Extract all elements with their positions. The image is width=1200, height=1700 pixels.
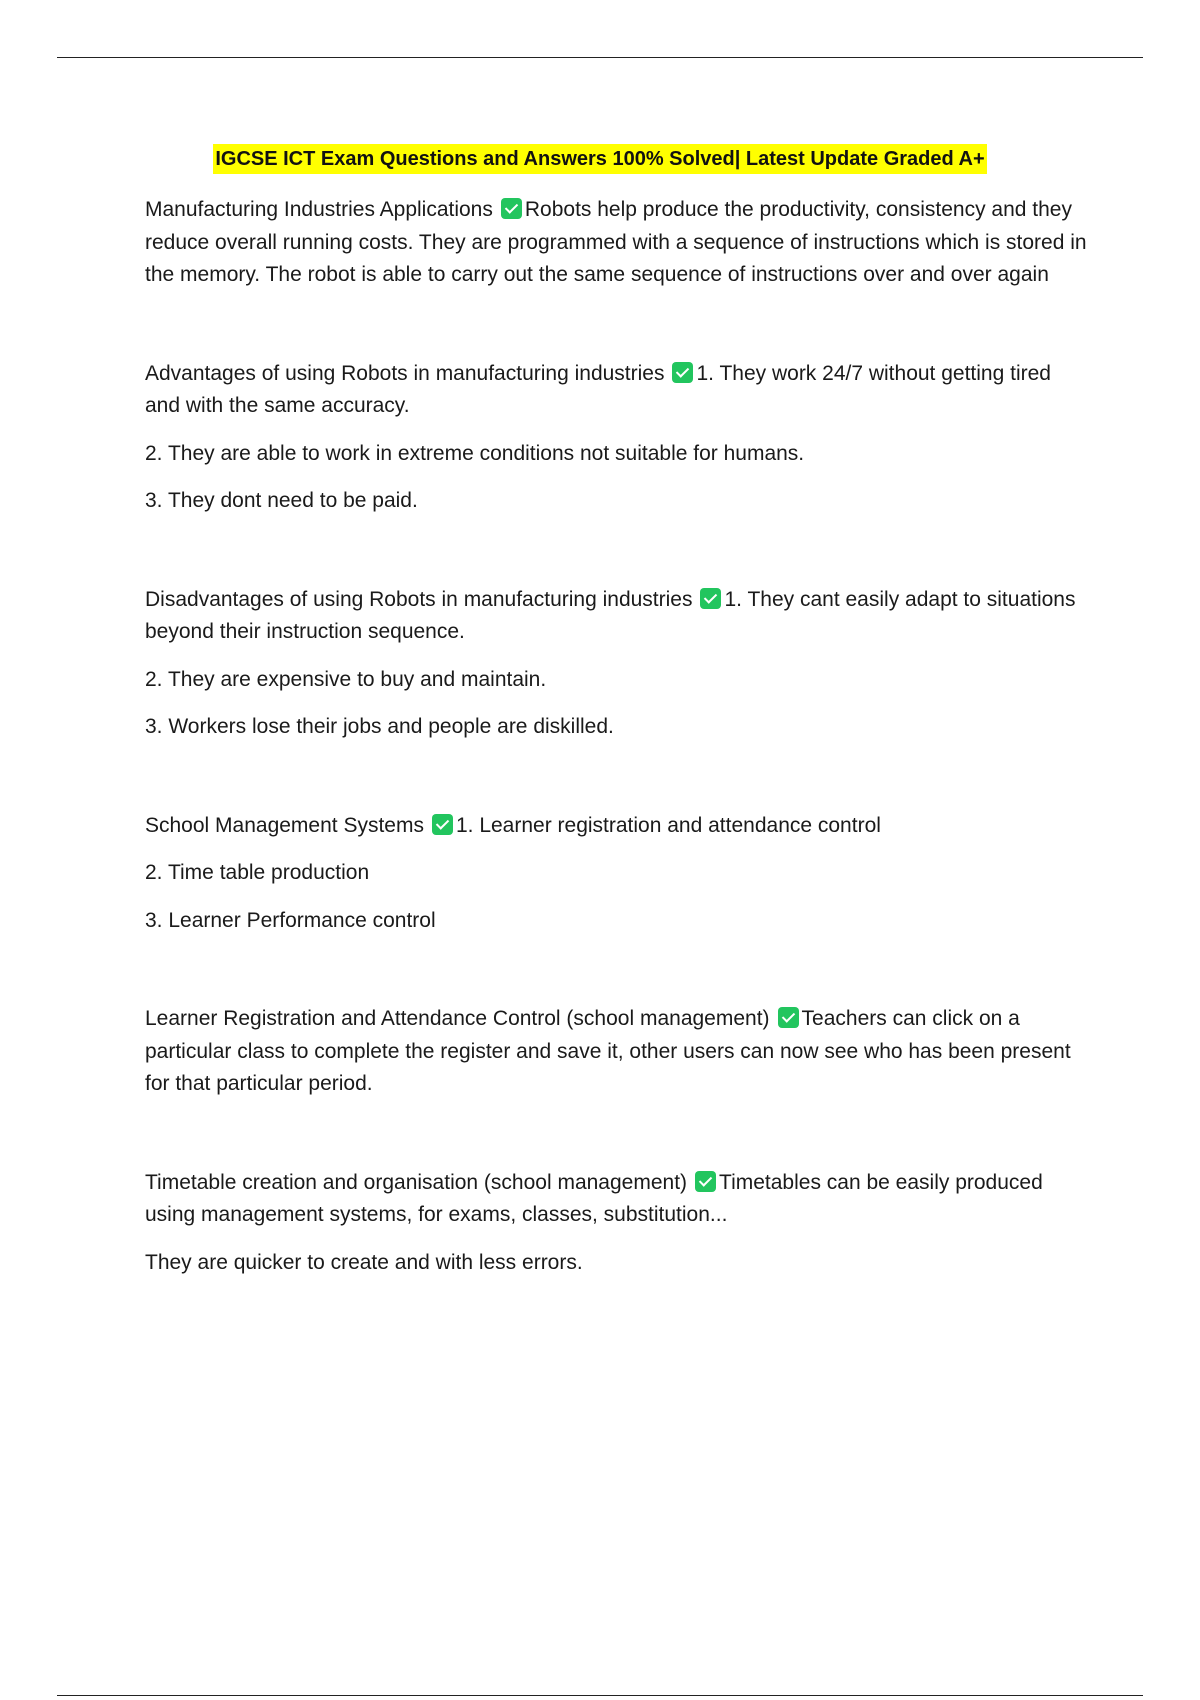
- answer-text: 1. They work 24/7 without getting tired and with the same accuracy.: [145, 361, 1051, 417]
- answer-line: 3. Workers lose their jobs and people are diskilled.: [145, 715, 614, 738]
- qa-item: [145, 194, 1090, 292]
- qa-item: [145, 1167, 1090, 1280]
- document-title: IGCSE ICT Exam Questions and Answers 100% Solved| Latest Update Graded A+: [213, 144, 986, 174]
- answer-text: 1. They cant easily adapt to situations beyond their instruction sequence.: [145, 587, 1076, 643]
- check-mark-icon: [501, 198, 522, 219]
- answer-line: 2. They are expensive to buy and maintain.: [145, 667, 547, 691]
- question-text: Learner Registration and Attendance Control (school management): [145, 1007, 770, 1030]
- header-rule: [57, 57, 1143, 58]
- check-mark-icon: [700, 588, 721, 609]
- qa-first-paragraph: [145, 194, 1090, 292]
- qa-item: [145, 1003, 1090, 1101]
- check-mark-icon: [778, 1007, 799, 1028]
- qa-item: [145, 358, 1090, 518]
- qa-first-paragraph: [145, 810, 1090, 843]
- answer-line: 3. Learner Performance control: [145, 908, 436, 932]
- title-block: [0, 144, 1200, 174]
- qa-first-paragraph: [145, 1003, 1090, 1101]
- qa-first-paragraph: [145, 358, 1090, 423]
- qa-list: [145, 194, 1090, 1279]
- answer-line: 2. They are able to work in extreme conditions not suitable for humans.: [145, 441, 805, 465]
- check-mark-icon: [672, 362, 693, 383]
- footer-rule: [57, 1695, 1143, 1696]
- question-text: Disadvantages of using Robots in manufacturing industries: [145, 587, 693, 611]
- qa-item: [145, 810, 1090, 938]
- answer-text: Timetables can be easily produced using management systems, for exams, classes, substitution...: [145, 1170, 1043, 1226]
- qa-first-paragraph: [145, 1167, 1090, 1232]
- check-mark-icon: [695, 1171, 716, 1192]
- answer-text: Robots help produce the productivity, consistency and they reduce overall running costs. They are programmed with a sequence of instructions which is stored in the memory. The robot is able to carry out the same sequence of instructions over and over again: [145, 198, 1087, 286]
- answer-text: 1. Learner registration and attendance control: [455, 813, 881, 837]
- qa-first-paragraph: [145, 584, 1090, 649]
- answer-line: 3. They dont need to be paid.: [145, 489, 418, 512]
- question-text: Manufacturing Industries Applications: [145, 198, 493, 221]
- answer-line: They are quicker to create and with less errors.: [145, 1250, 583, 1274]
- question-text: Timetable creation and organisation (school management): [145, 1170, 688, 1194]
- check-mark-icon: [432, 814, 453, 835]
- answer-line: 2. Time table production: [145, 861, 370, 884]
- question-text: School Management Systems: [145, 813, 424, 837]
- qa-item: [145, 584, 1090, 744]
- question-text: Advantages of using Robots in manufacturing industries: [145, 361, 665, 385]
- answer-text: Teachers can click on a particular class to complete the register and save it, other users can now see who has been present for that particular period.: [145, 1007, 1071, 1095]
